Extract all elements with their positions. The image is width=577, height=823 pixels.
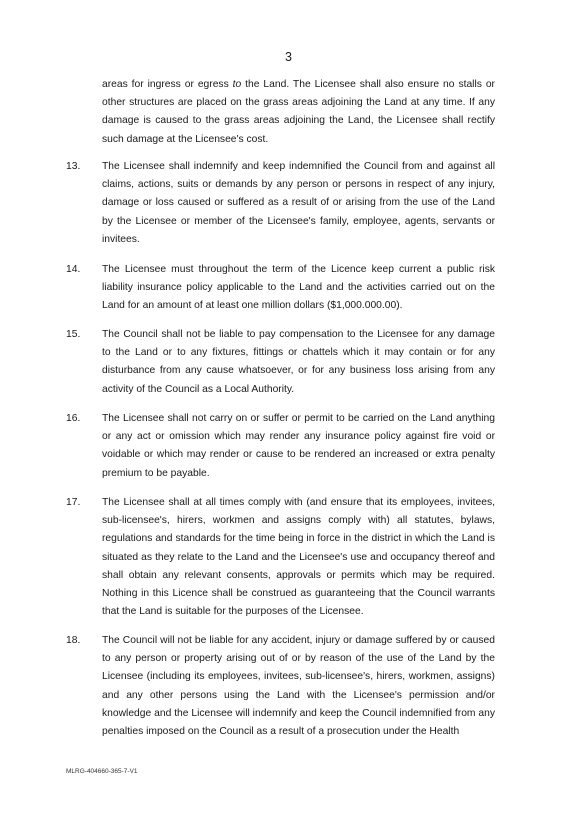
clause-text: The Council will not be liable for any accident, injury or damage suffered by or caused to any person or property arising out of or by reason of the use of the Land by the Licensee (including its employees, invitees, sub-licensee's, hirers, workmen, assigns) and any other persons using the Land with the Licensee's permission and/or knowledge and the Licensee will indemnify and keep the Council indemnified from any penalties imposed on the Council as a result of a prosecution under the Health	[102, 635, 495, 738]
clause-text: The Licensee shall at all times comply with (and ensure that its employees, invitees, sub-licensee's, hirers, workmen and assigns comply with) all statutes, bylaws, regulations and standards for the time being in force in the district in which the Land is situated as they relate to the Land and the Licensee's use and occupancy thereof and shall obtain any relevant consents, approvals or permits which may be required. Nothing in this Licence shall be construed as guaranteeing that the Council warrants that the Land is suitable for the purposes of the Licensee.	[102, 497, 495, 618]
intro-text-start: areas for ingress or egress	[102, 79, 233, 90]
clause-number: 13.	[66, 161, 81, 172]
clause-number: 14.	[66, 264, 81, 275]
clause-text: The Licensee shall indemnify and keep indemnified the Council from and against all claims, actions, suits or demands by any person or persons in respect of any injury, damage or loss caused or suffered as a result of or arising from the use of the Land by the Licensee or member of the Licensee's family, employee, agents, servants or invitees.	[102, 161, 495, 245]
clause-number: 18.	[66, 635, 81, 646]
document-reference-footer: MLRG-404660-365-7-V1	[66, 768, 138, 775]
clause-number: 17.	[66, 497, 81, 508]
clause-text: The Licensee must throughout the term of the Licence keep current a public risk liability insurance policy applicable to the Land and the activities carried out on the Land for an amount of at least one million dollars ($1,000.000.00).	[102, 264, 495, 312]
clause-text: The Council shall not be liable to pay compensation to the Licensee for any damage to the Land or to any fixtures, fittings or chattels which it may contain or for any disturbance from any cause whatsoever, or for any business loss arising from any activity of the Council as a Local Authority.	[102, 329, 495, 395]
intro-text-end: the Land. The Licensee shall also ensure no stalls or other structures are placed on the grass areas adjoining the Land at any time. If any damage is caused to the grass areas adjoining the Land, the Licensee shall rectify such damage at the Licensee's cost.	[102, 79, 495, 145]
page-number: 3	[285, 50, 292, 64]
intro-italic-word: to	[232, 79, 242, 90]
clause-number: 16.	[66, 413, 81, 424]
clause-text: The Licensee shall not carry on or suffer or permit to be carried on the Land anything or any act or omission which may render any insurance policy against fire void or voidable or which may render or cause to be rendered an increased or extra penalty premium to be payable.	[102, 413, 495, 479]
intro-paragraph	[102, 76, 495, 149]
clause-number: 15.	[66, 329, 81, 340]
